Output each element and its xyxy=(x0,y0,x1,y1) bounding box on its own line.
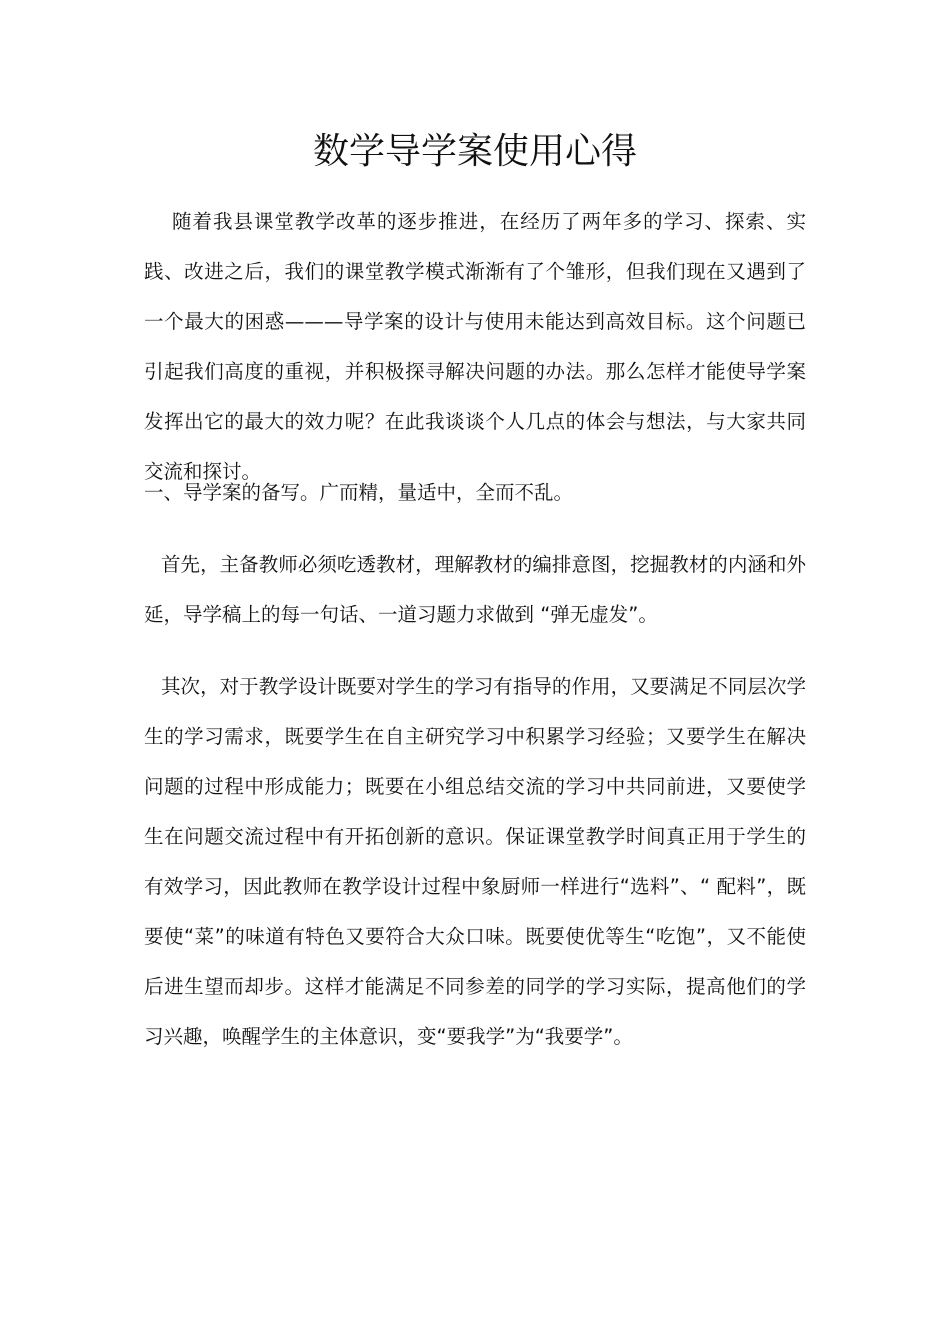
section-heading: 一、导学案的备写。广而精，量适中，全而不乱。 xyxy=(144,481,574,504)
intro-paragraph: 随着我县课堂教学改革的逐步推进，在经历了两年多的学习、探索、实践、改进之后，我们的课堂教学模式渐渐有了个雏形，但我们现在又遇到了一个最大的困惑———导学案的设计与使用未能达到高效目标。这个问题已引起我们高度的重视，并积极探寻解决问题的办法。那么怎样才能使导学案发挥出它的最大的效力呢？在此我谈谈个人几点的体会与想法，与大家共同交流和探讨。 xyxy=(144,210,806,483)
second-point-paragraph: 其次，对于教学设计既要对学生的学习有指导的作用，又要满足不同层次学生的学习需求，既要学生在自主研究学习中积累学习经验；又要学生在解决问题的过程中形成能力；既要在小组总结交流的学习中共同前进，又要使学生在问题交流过程中有开拓创新的意识。保证课堂教学时间真正用于学生的有效学习，因此教师在教学设计过程中象厨师一样进行“选料”、“ 配料”，既要使“菜”的味道有特色又要符合大众口味。既要使优等生“吃饱”，又不能使后进生望而却步。这样才能满足不同参差的同学的学习实际，提高他们的学习兴趣，唤醒学生的主体意识，变“要我学”为“我要学”。 xyxy=(144,675,806,1048)
document-title: 数学导学案使用心得 xyxy=(312,131,637,172)
first-point-paragraph: 首先，主备教师必须吃透教材，理解教材的编排意图，挖掘教材的内涵和外延，导学稿上的每一句话、一道习题力求做到 “弹无虚发”。 xyxy=(144,553,806,626)
